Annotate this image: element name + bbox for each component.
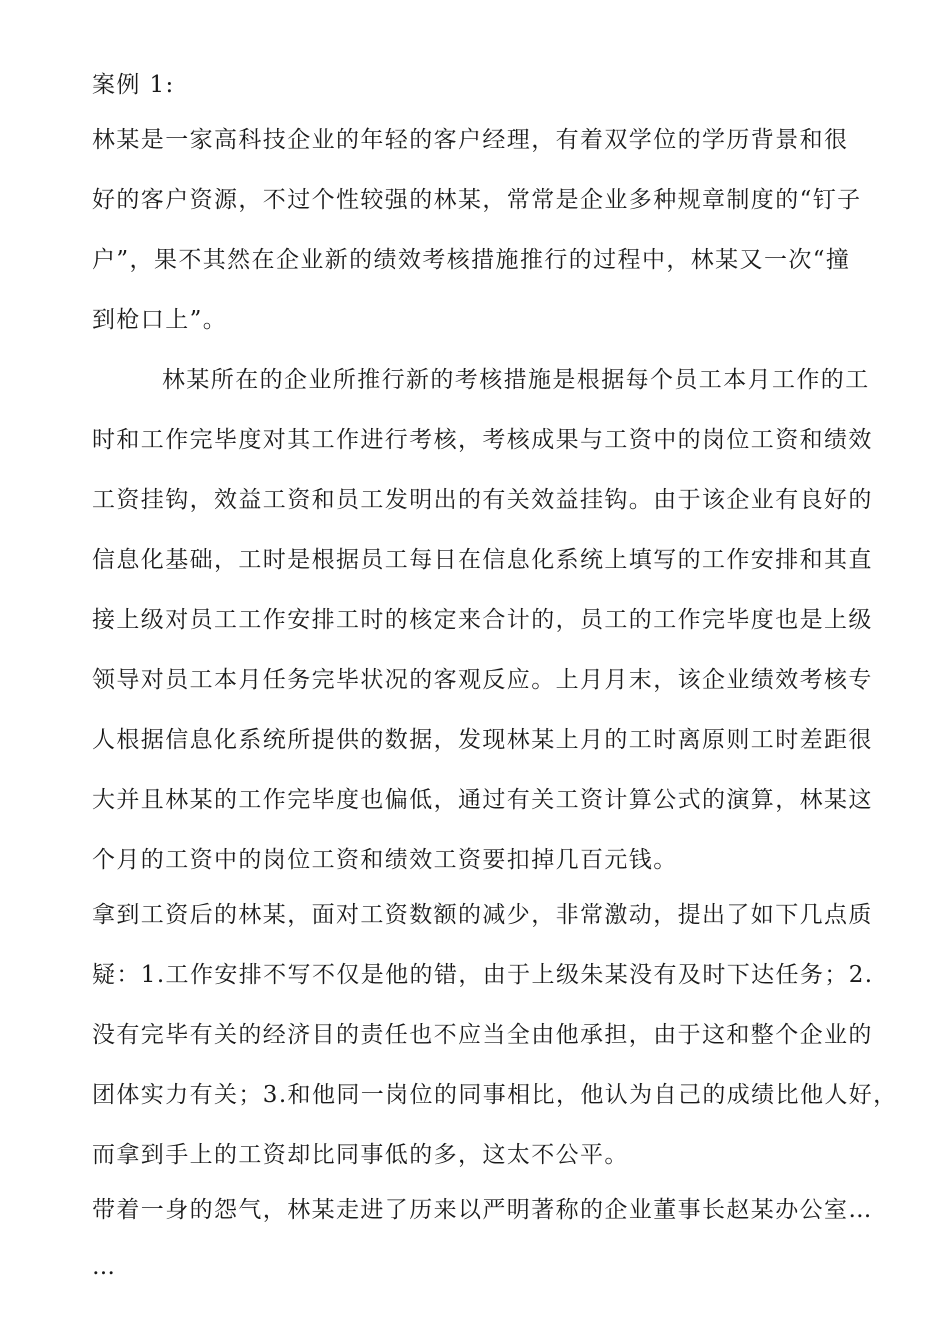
paragraph-line: 个月的工资中的岗位工资和绩效工资要扣掉几百元钱。: [92, 847, 678, 873]
paragraph-line: 好的客户资源，不过个性较强的林某，常常是企业多种规章制度的“钉子: [92, 187, 862, 213]
paragraph-line: 信息化基础，工时是根据员工每日在信息化系统上填写的工作安排和其直: [92, 547, 873, 573]
paragraph-line: 疑：1.工作安排不写不仅是他的错，由于上级朱某没有及时下达任务；2.: [92, 962, 874, 988]
paragraph-line: 带着一身的怨气，林某走进了历来以严明著称的企业董事长赵某办公室…: [92, 1197, 873, 1223]
paragraph-line: 工资挂钩，效益工资和员工发明出的有关效益挂钩。由于该企业有良好的: [92, 487, 873, 513]
paragraph-line: 而拿到手上的工资却比同事低的多，这太不公平。: [92, 1142, 629, 1168]
paragraph-line: 人根据信息化系统所提供的数据，发现林某上月的工时离原则工时差距很: [92, 727, 873, 753]
paragraph-line: 没有完毕有关的经济目的责任也不应当全由他承担，由于这和整个企业的: [92, 1022, 873, 1048]
paragraph-line: 接上级对员工工作安排工时的核定来合计的，员工的工作完毕度也是上级: [92, 607, 873, 633]
paragraph-line: 领导对员工本月任务完毕状况的客观反应。上月月末，该企业绩效考核专: [92, 667, 873, 693]
paragraph-line: 林某是一家高科技企业的年轻的客户经理，有着双学位的学历背景和很: [92, 127, 849, 153]
case-heading: 案例 1:: [92, 72, 175, 98]
paragraph-line: 大并且林某的工作完毕度也偏低，通过有关工资计算公式的演算，林某这: [92, 787, 873, 813]
paragraph-line: 拿到工资后的林某，面对工资数额的减少，非常激动，提出了如下几点质: [92, 902, 873, 928]
paragraph-line: 团体实力有关；3.和他同一岗位的同事相比，他认为自己的成绩比他人好，: [92, 1082, 898, 1108]
paragraph-line: 户”，果不其然在企业新的绩效考核措施推行的过程中，林某又一次“撞: [92, 247, 851, 273]
paragraph-line: …: [92, 1254, 117, 1280]
paragraph-line: 林某所在的企业所推行新的考核措施是根据每个员工本月工作的工: [162, 367, 870, 393]
paragraph-line: 时和工作完毕度对其工作进行考核，考核成果与工资中的岗位工资和绩效: [92, 427, 873, 453]
paragraph-line: 到枪口上”。: [92, 307, 228, 333]
